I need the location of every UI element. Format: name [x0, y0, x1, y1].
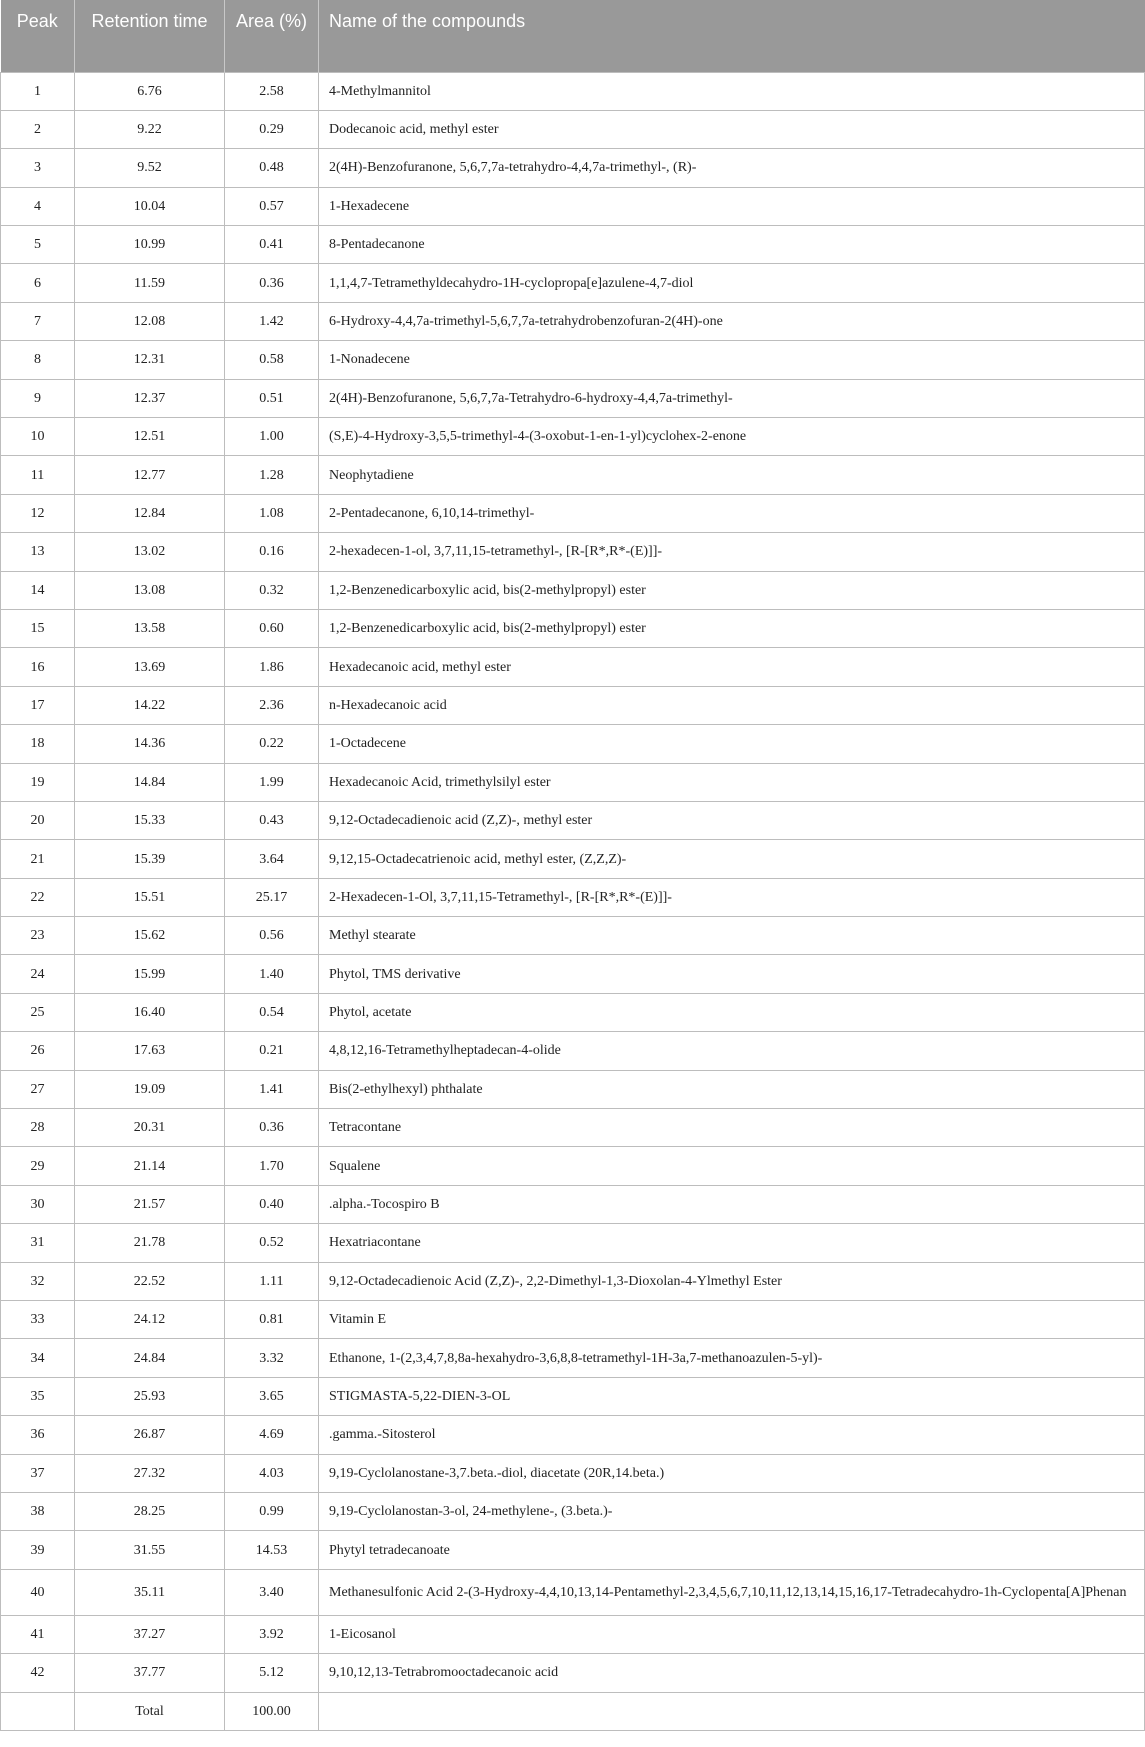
retention-time-cell: 16.40 — [75, 993, 225, 1031]
table-row — [1, 1032, 1145, 1070]
peak-cell: 17 — [1, 686, 75, 724]
table-row — [1, 418, 1145, 456]
area-cell: 0.54 — [225, 993, 319, 1031]
retention-time-cell: 22.52 — [75, 1262, 225, 1300]
area-cell: 0.21 — [225, 1032, 319, 1070]
table-row — [1, 686, 1145, 724]
peak-cell: 2 — [1, 110, 75, 148]
peak-cell: 13 — [1, 533, 75, 571]
compound-name-cell: Ethanone, 1-(2,3,4,7,8,8a-hexahydro-3,6,8,8-tetramethyl-1H-3a,7-methanoazulen-5-yl)- — [319, 1339, 1145, 1377]
area-cell: 1.99 — [225, 763, 319, 801]
header-row — [1, 0, 1145, 72]
retention-time-cell: 15.39 — [75, 840, 225, 878]
compound-name-cell: Neophytadiene — [319, 456, 1145, 494]
retention-time-cell: 13.69 — [75, 648, 225, 686]
total-peak-cell — [1, 1692, 75, 1730]
peak-column-header: Peak — [1, 0, 75, 72]
table-row — [1, 1492, 1145, 1530]
retention-time-cell: 28.25 — [75, 1492, 225, 1530]
table-row — [1, 226, 1145, 264]
area-cell: 0.36 — [225, 1109, 319, 1147]
area-cell: 0.22 — [225, 725, 319, 763]
table-row — [1, 1185, 1145, 1223]
table-row — [1, 1262, 1145, 1300]
peak-cell: 31 — [1, 1224, 75, 1262]
area-cell: 5.12 — [225, 1654, 319, 1692]
retention-time-cell: 6.76 — [75, 72, 225, 110]
table-body — [1, 72, 1145, 1730]
retention-time-cell: 31.55 — [75, 1531, 225, 1569]
compound-name-cell: 2(4H)-Benzofuranone, 5,6,7,7a-Tetrahydro-6-hydroxy-4,4,7a-trimethyl- — [319, 379, 1145, 417]
peak-cell: 29 — [1, 1147, 75, 1185]
compound-name-cell: 1-Hexadecene — [319, 187, 1145, 225]
table-row — [1, 302, 1145, 340]
table-row — [1, 1301, 1145, 1339]
table-row — [1, 1339, 1145, 1377]
table-row — [1, 648, 1145, 686]
compound-name-cell: Phytol, TMS derivative — [319, 955, 1145, 993]
table-row — [1, 955, 1145, 993]
retention-time-cell: 26.87 — [75, 1416, 225, 1454]
peak-cell: 39 — [1, 1531, 75, 1569]
compound-name-cell: Vitamin E — [319, 1301, 1145, 1339]
peak-cell: 8 — [1, 341, 75, 379]
compound-name-cell: Dodecanoic acid, methyl ester — [319, 110, 1145, 148]
compound-name-cell: 6-Hydroxy-4,4,7a-trimethyl-5,6,7,7a-tetrahydrobenzofuran-2(4H)-one — [319, 302, 1145, 340]
table-row — [1, 533, 1145, 571]
area-cell: 0.40 — [225, 1185, 319, 1223]
area-cell: 0.51 — [225, 379, 319, 417]
peak-cell: 22 — [1, 878, 75, 916]
compound-name-cell: Methyl stearate — [319, 917, 1145, 955]
retention-time-cell: 21.78 — [75, 1224, 225, 1262]
table-row — [1, 456, 1145, 494]
retention-time-cell: 12.31 — [75, 341, 225, 379]
peak-cell: 27 — [1, 1070, 75, 1108]
peak-cell: 7 — [1, 302, 75, 340]
peak-cell: 38 — [1, 1492, 75, 1530]
retention-time-cell: 21.57 — [75, 1185, 225, 1223]
peak-cell: 12 — [1, 494, 75, 532]
retention-time-cell: 13.08 — [75, 571, 225, 609]
area-cell: 4.69 — [225, 1416, 319, 1454]
peak-cell: 42 — [1, 1654, 75, 1692]
area-column-header: Area (%) — [225, 0, 319, 72]
peak-cell: 23 — [1, 917, 75, 955]
peak-cell: 1 — [1, 72, 75, 110]
compound-name-cell: (S,E)-4-Hydroxy-3,5,5-trimethyl-4-(3-oxobut-1-en-1-yl)cyclohex-2-enone — [319, 418, 1145, 456]
peak-cell: 26 — [1, 1032, 75, 1070]
peak-cell: 20 — [1, 801, 75, 839]
peak-cell: 5 — [1, 226, 75, 264]
compound-name-cell: Phytol, acetate — [319, 993, 1145, 1031]
retention-time-cell: 19.09 — [75, 1070, 225, 1108]
area-cell: 0.43 — [225, 801, 319, 839]
retention-time-cell: 13.02 — [75, 533, 225, 571]
area-cell: 25.17 — [225, 878, 319, 916]
table-row — [1, 763, 1145, 801]
compound-name-cell: 1-Eicosanol — [319, 1615, 1145, 1653]
peak-cell: 19 — [1, 763, 75, 801]
area-cell: 1.70 — [225, 1147, 319, 1185]
retention-time-cell: 12.08 — [75, 302, 225, 340]
table-row — [1, 1654, 1145, 1692]
compound-name-cell: 9,10,12,13-Tetrabromooctadecanoic acid — [319, 1654, 1145, 1692]
retention-time-cell: 24.84 — [75, 1339, 225, 1377]
area-cell: 3.40 — [225, 1569, 319, 1615]
area-cell: 3.65 — [225, 1377, 319, 1415]
retention-time-cell: 25.93 — [75, 1377, 225, 1415]
peak-cell: 32 — [1, 1262, 75, 1300]
retention-time-cell: 24.12 — [75, 1301, 225, 1339]
peak-cell: 25 — [1, 993, 75, 1031]
table-row — [1, 1569, 1145, 1615]
retention-time-cell: 20.31 — [75, 1109, 225, 1147]
table-row — [1, 494, 1145, 532]
area-cell: 0.56 — [225, 917, 319, 955]
area-cell: 1.28 — [225, 456, 319, 494]
table-row — [1, 1615, 1145, 1653]
retention-time-cell: 27.32 — [75, 1454, 225, 1492]
compound-name-cell: Methanesulfonic Acid 2-(3-Hydroxy-4,4,10,13,14-Pentamethyl-2,3,4,5,6,7,10,11,12,13,14,15,16,17-Tetradecahydro-1h-Cyclopenta[A]Phenan — [319, 1569, 1145, 1615]
total-row — [1, 1692, 1145, 1730]
retention-time-cell: 10.99 — [75, 226, 225, 264]
retention-time-cell: 12.84 — [75, 494, 225, 532]
compound-name-cell: 1-Nonadecene — [319, 341, 1145, 379]
compound-name-cell: Bis(2-ethylhexyl) phthalate — [319, 1070, 1145, 1108]
table-row — [1, 1416, 1145, 1454]
compound-name-cell: 1,1,4,7-Tetramethyldecahydro-1H-cyclopropa[e]azulene-4,7-diol — [319, 264, 1145, 302]
retention-time-cell: 11.59 — [75, 264, 225, 302]
peak-cell: 15 — [1, 609, 75, 647]
area-cell: 2.58 — [225, 72, 319, 110]
retention-time-cell: 12.77 — [75, 456, 225, 494]
peak-cell: 6 — [1, 264, 75, 302]
area-cell: 0.41 — [225, 226, 319, 264]
retention-time-cell: 12.51 — [75, 418, 225, 456]
retention-time-column-header: Retention time — [75, 0, 225, 72]
peak-cell: 14 — [1, 571, 75, 609]
retention-time-cell: 21.14 — [75, 1147, 225, 1185]
retention-time-cell: 35.11 — [75, 1569, 225, 1615]
compound-name-cell: .alpha.-Tocospiro B — [319, 1185, 1145, 1223]
area-cell: 1.11 — [225, 1262, 319, 1300]
area-cell: 0.36 — [225, 264, 319, 302]
table-row — [1, 1070, 1145, 1108]
table-row — [1, 840, 1145, 878]
area-cell: 1.86 — [225, 648, 319, 686]
table-row — [1, 1454, 1145, 1492]
compound-name-cell: 2-Pentadecanone, 6,10,14-trimethyl- — [319, 494, 1145, 532]
table-row — [1, 725, 1145, 763]
area-cell: 0.48 — [225, 149, 319, 187]
compound-name-cell: 4,8,12,16-Tetramethylheptadecan-4-olide — [319, 1032, 1145, 1070]
peak-cell: 21 — [1, 840, 75, 878]
table-row — [1, 341, 1145, 379]
retention-time-cell: 37.27 — [75, 1615, 225, 1653]
retention-time-cell: 17.63 — [75, 1032, 225, 1070]
retention-time-cell: 15.62 — [75, 917, 225, 955]
peak-cell: 37 — [1, 1454, 75, 1492]
compound-name-cell: Tetracontane — [319, 1109, 1145, 1147]
retention-time-cell: 14.22 — [75, 686, 225, 724]
area-cell: 0.16 — [225, 533, 319, 571]
area-cell: 0.81 — [225, 1301, 319, 1339]
table-row — [1, 149, 1145, 187]
peak-cell: 30 — [1, 1185, 75, 1223]
table-row — [1, 1147, 1145, 1185]
table-row — [1, 801, 1145, 839]
area-cell: 0.52 — [225, 1224, 319, 1262]
peak-cell: 18 — [1, 725, 75, 763]
table-row — [1, 878, 1145, 916]
area-cell: 14.53 — [225, 1531, 319, 1569]
retention-time-cell: 9.52 — [75, 149, 225, 187]
peak-cell: 36 — [1, 1416, 75, 1454]
compound-name-cell: Hexadecanoic Acid, trimethylsilyl ester — [319, 763, 1145, 801]
compound-name-cell: n-Hexadecanoic acid — [319, 686, 1145, 724]
peak-cell: 11 — [1, 456, 75, 494]
retention-time-cell: 37.77 — [75, 1654, 225, 1692]
compound-name-cell: 2(4H)-Benzofuranone, 5,6,7,7a-tetrahydro-4,4,7a-trimethyl-, (R)- — [319, 149, 1145, 187]
total-label-cell: Total — [75, 1692, 225, 1730]
compound-name-cell: Hexadecanoic acid, methyl ester — [319, 648, 1145, 686]
compound-name-cell: Squalene — [319, 1147, 1145, 1185]
area-cell: 0.60 — [225, 609, 319, 647]
area-cell: 1.08 — [225, 494, 319, 532]
compound-name-cell: 8-Pentadecanone — [319, 226, 1145, 264]
table-row — [1, 187, 1145, 225]
table-row — [1, 72, 1145, 110]
compound-name-cell: 4-Methylmannitol — [319, 72, 1145, 110]
table-row — [1, 1531, 1145, 1569]
area-cell: 2.36 — [225, 686, 319, 724]
peak-cell: 34 — [1, 1339, 75, 1377]
compound-name-cell: 9,12-Octadecadienoic Acid (Z,Z)-, 2,2-Dimethyl-1,3-Dioxolan-4-Ylmethyl Ester — [319, 1262, 1145, 1300]
table-row — [1, 264, 1145, 302]
total-area-cell: 100.00 — [225, 1692, 319, 1730]
compound-name-cell: 2-hexadecen-1-ol, 3,7,11,15-tetramethyl-, [R-[R*,R*-(E)]]- — [319, 533, 1145, 571]
area-cell: 0.57 — [225, 187, 319, 225]
table-row — [1, 917, 1145, 955]
table-row — [1, 993, 1145, 1031]
area-cell: 0.32 — [225, 571, 319, 609]
retention-time-cell: 14.84 — [75, 763, 225, 801]
retention-time-cell: 15.99 — [75, 955, 225, 993]
peak-cell: 35 — [1, 1377, 75, 1415]
area-cell: 1.41 — [225, 1070, 319, 1108]
compound-name-cell: Phytyl tetradecanoate — [319, 1531, 1145, 1569]
compound-name-cell: 9,12-Octadecadienoic acid (Z,Z)-, methyl ester — [319, 801, 1145, 839]
area-cell: 3.32 — [225, 1339, 319, 1377]
area-cell: 3.64 — [225, 840, 319, 878]
table-header — [1, 0, 1145, 72]
compound-name-cell: 1,2-Benzenedicarboxylic acid, bis(2-methylpropyl) ester — [319, 571, 1145, 609]
peak-cell: 40 — [1, 1569, 75, 1615]
compound-name-column-header: Name of the compounds — [319, 0, 1145, 72]
compound-name-cell: 1-Octadecene — [319, 725, 1145, 763]
peak-cell: 41 — [1, 1615, 75, 1653]
area-cell: 1.40 — [225, 955, 319, 993]
compound-name-cell: .gamma.-Sitosterol — [319, 1416, 1145, 1454]
retention-time-cell: 12.37 — [75, 379, 225, 417]
retention-time-cell: 13.58 — [75, 609, 225, 647]
retention-time-cell: 9.22 — [75, 110, 225, 148]
table-row — [1, 110, 1145, 148]
compound-name-cell: 9,19-Cyclolanostan-3-ol, 24-methylene-, (3.beta.)- — [319, 1492, 1145, 1530]
peak-cell: 4 — [1, 187, 75, 225]
peak-cell: 24 — [1, 955, 75, 993]
peak-cell: 9 — [1, 379, 75, 417]
compound-name-cell: 9,19-Cyclolanostane-3,7.beta.-diol, diacetate (20R,14.beta.) — [319, 1454, 1145, 1492]
table-row — [1, 1377, 1145, 1415]
table-row — [1, 571, 1145, 609]
compound-name-cell: 2-Hexadecen-1-Ol, 3,7,11,15-Tetramethyl-, [R-[R*,R*-(E)]]- — [319, 878, 1145, 916]
area-cell: 0.29 — [225, 110, 319, 148]
retention-time-cell: 10.04 — [75, 187, 225, 225]
retention-time-cell: 14.36 — [75, 725, 225, 763]
table-row — [1, 1109, 1145, 1147]
compound-name-cell: Hexatriacontane — [319, 1224, 1145, 1262]
area-cell: 1.00 — [225, 418, 319, 456]
table-row — [1, 609, 1145, 647]
peak-cell: 16 — [1, 648, 75, 686]
area-cell: 4.03 — [225, 1454, 319, 1492]
area-cell: 1.42 — [225, 302, 319, 340]
table-row — [1, 379, 1145, 417]
retention-time-cell: 15.33 — [75, 801, 225, 839]
total-name-cell — [319, 1692, 1145, 1730]
peak-cell: 10 — [1, 418, 75, 456]
peak-cell: 33 — [1, 1301, 75, 1339]
peak-cell: 28 — [1, 1109, 75, 1147]
compound-name-cell: 1,2-Benzenedicarboxylic acid, bis(2-methylpropyl) ester — [319, 609, 1145, 647]
area-cell: 0.58 — [225, 341, 319, 379]
area-cell: 0.99 — [225, 1492, 319, 1530]
peak-cell: 3 — [1, 149, 75, 187]
compound-name-cell: STIGMASTA-5,22-DIEN-3-OL — [319, 1377, 1145, 1415]
retention-time-cell: 15.51 — [75, 878, 225, 916]
compound-name-cell: 9,12,15-Octadecatrienoic acid, methyl ester, (Z,Z,Z)- — [319, 840, 1145, 878]
table-row — [1, 1224, 1145, 1262]
area-cell: 3.92 — [225, 1615, 319, 1653]
